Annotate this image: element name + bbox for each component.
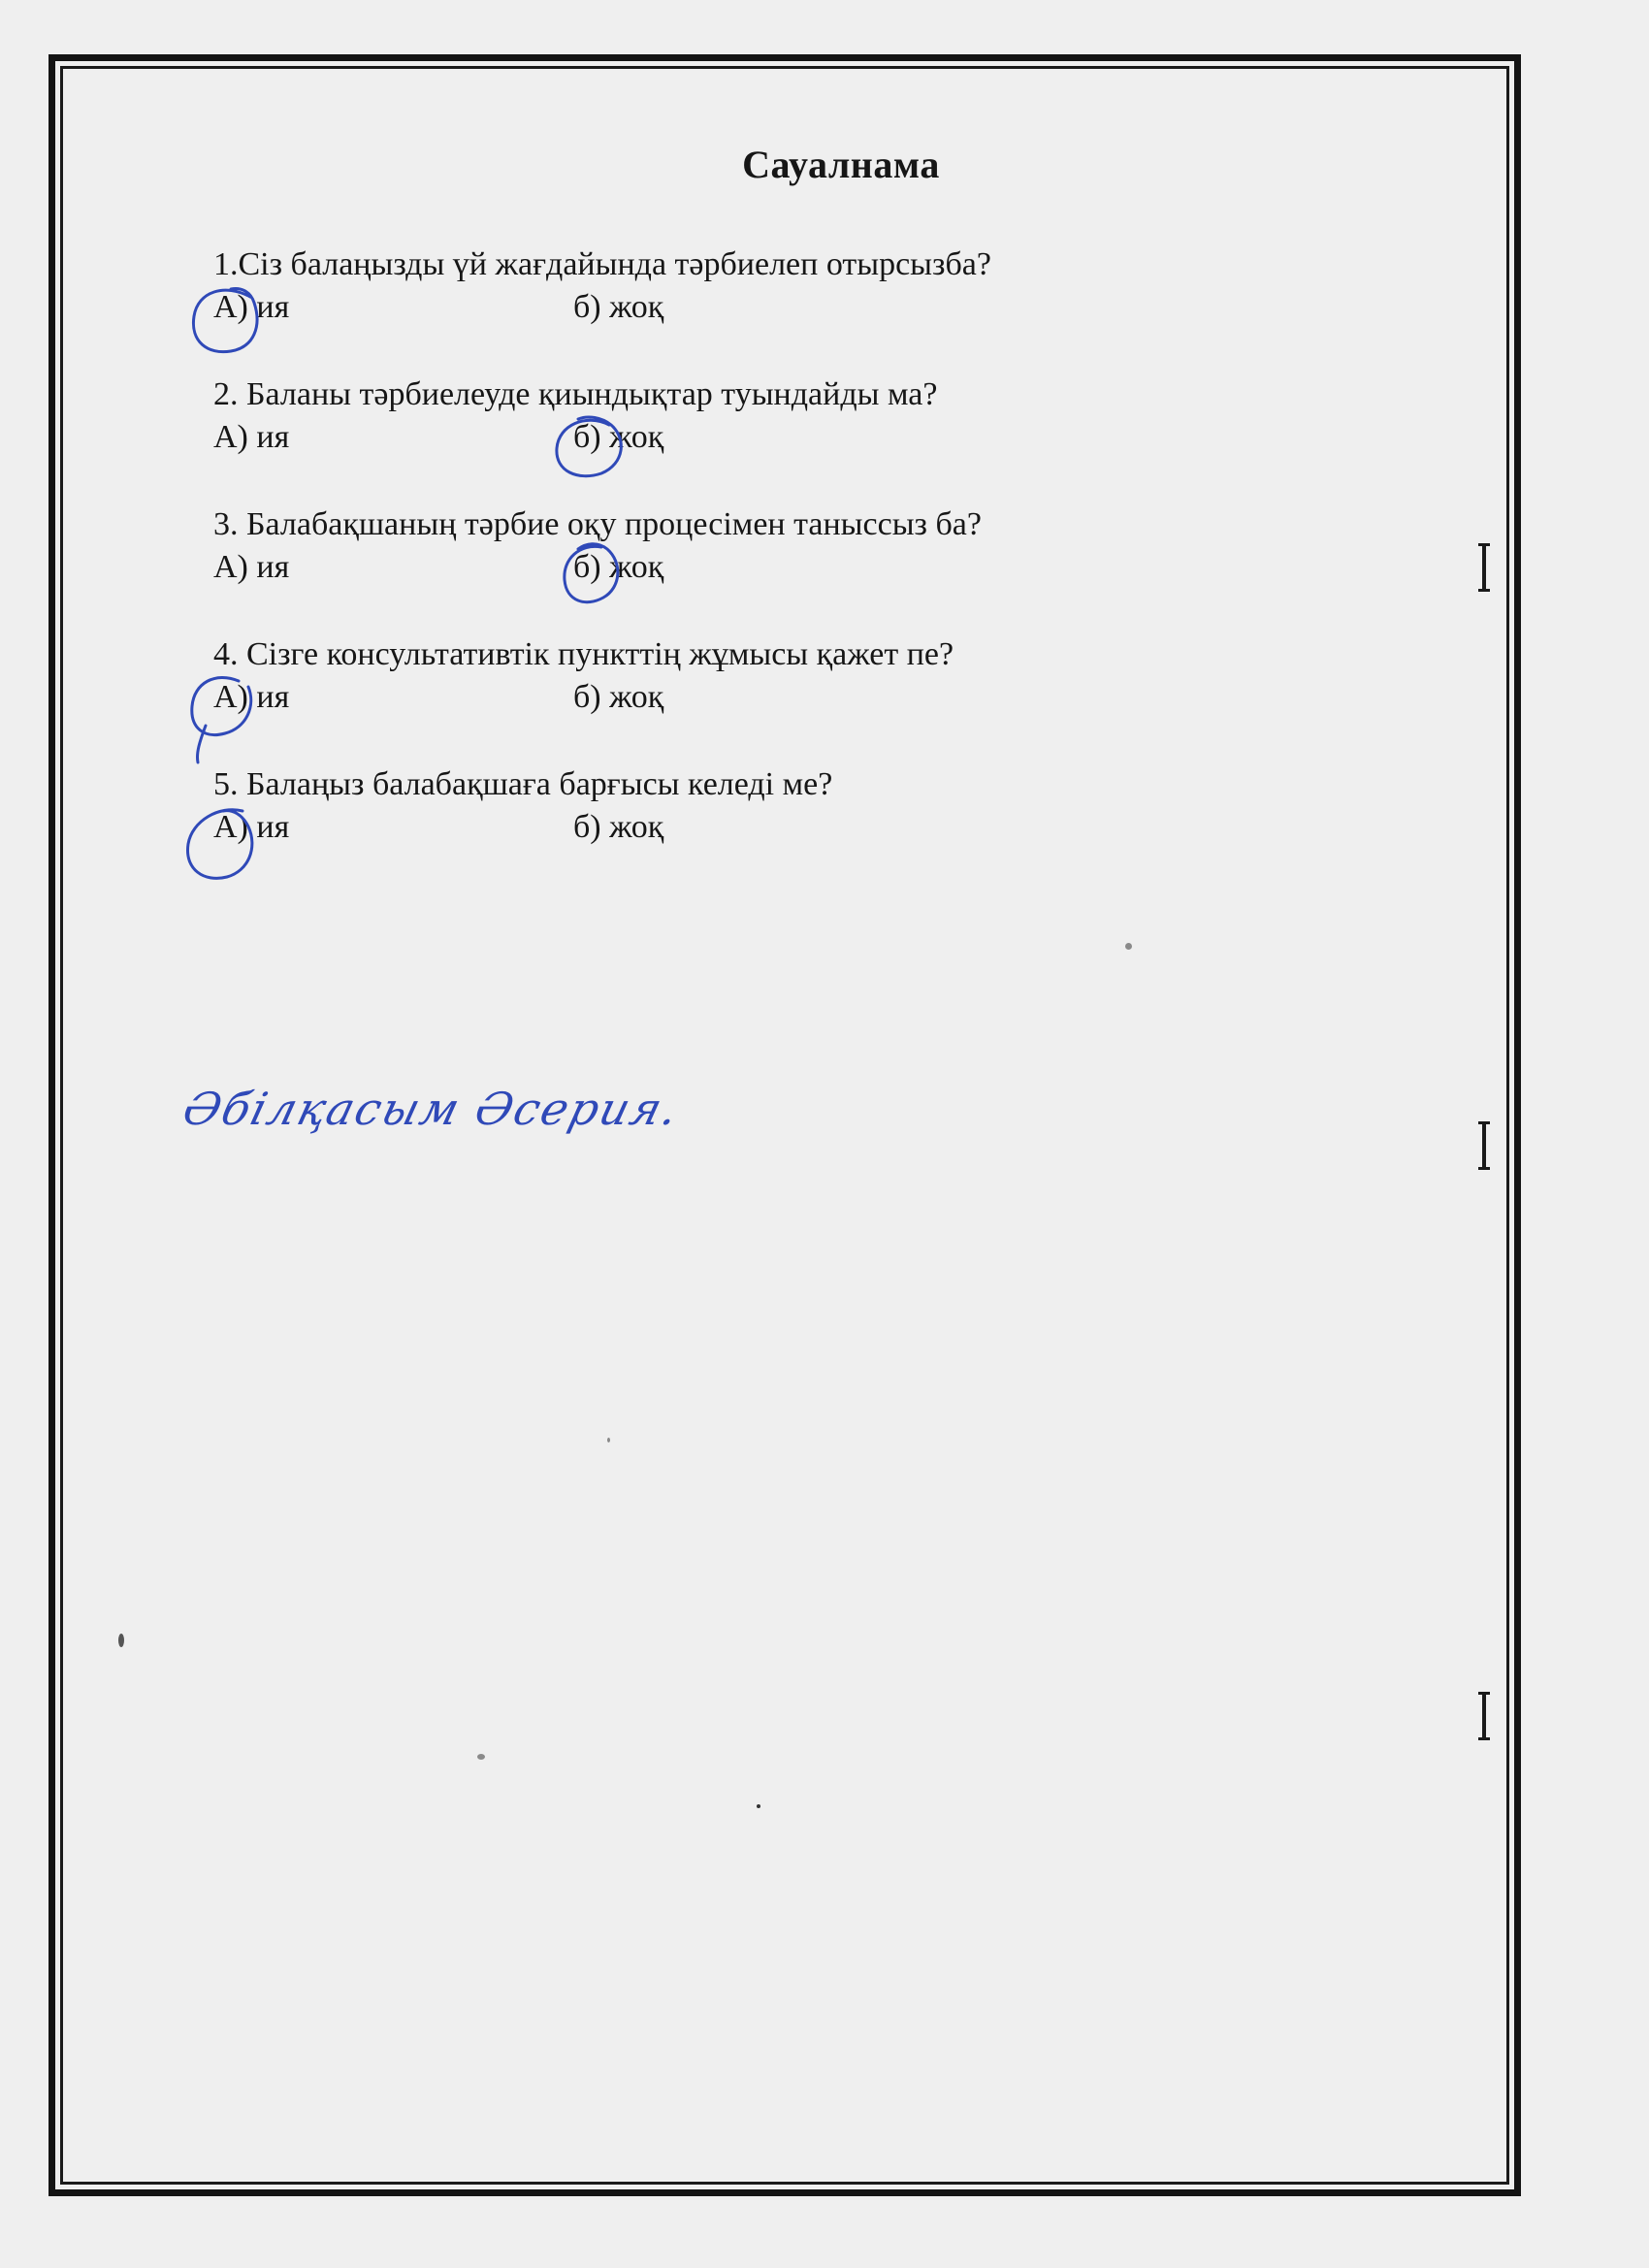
scan-speck: [607, 1438, 610, 1442]
scan-speck: [477, 1754, 485, 1760]
question-4-option-b[interactable]: б) жоқ: [573, 679, 664, 715]
scan-speck: [1125, 943, 1132, 950]
margin-mark: [1482, 543, 1486, 592]
scan-speck: [118, 1634, 124, 1647]
question-1-option-b[interactable]: б) жоқ: [573, 289, 664, 325]
handwritten-signature: Әбілқасым Әсерия.: [178, 1083, 686, 1135]
question-3-option-a[interactable]: А) ия: [213, 549, 290, 585]
question-3-option-b[interactable]: б) жоқ: [573, 549, 664, 585]
question-5-option-b[interactable]: б) жоқ: [573, 809, 664, 845]
question-4: 4. Сізге консультативтік пункттің жұмысы қажет пе?: [213, 636, 954, 672]
margin-mark: [1482, 1692, 1486, 1740]
question-5: 5. Балаңыз балабақшаға барғысы келеді ме?: [213, 766, 833, 802]
question-1-option-a[interactable]: А) ия: [213, 289, 290, 325]
question-1: 1.Сіз балаңызды үй жағдайында тәрбиелеп отырсызба?: [213, 246, 991, 282]
question-2-option-b[interactable]: б) жоқ: [573, 419, 664, 455]
margin-mark: [1482, 1121, 1486, 1170]
question-3: 3. Балабақшаның тәрбие оқу процесімен таныссыз ба?: [213, 506, 982, 542]
scan-speck: [757, 1804, 760, 1808]
question-4-option-a[interactable]: А) ия: [213, 679, 290, 715]
question-5-option-a[interactable]: А) ия: [213, 809, 290, 845]
page-title: Сауалнама: [742, 143, 940, 186]
question-2: 2. Баланы тәрбиелеуде қиындықтар туындайды ма?: [213, 376, 938, 412]
question-2-option-a[interactable]: А) ия: [213, 419, 290, 455]
